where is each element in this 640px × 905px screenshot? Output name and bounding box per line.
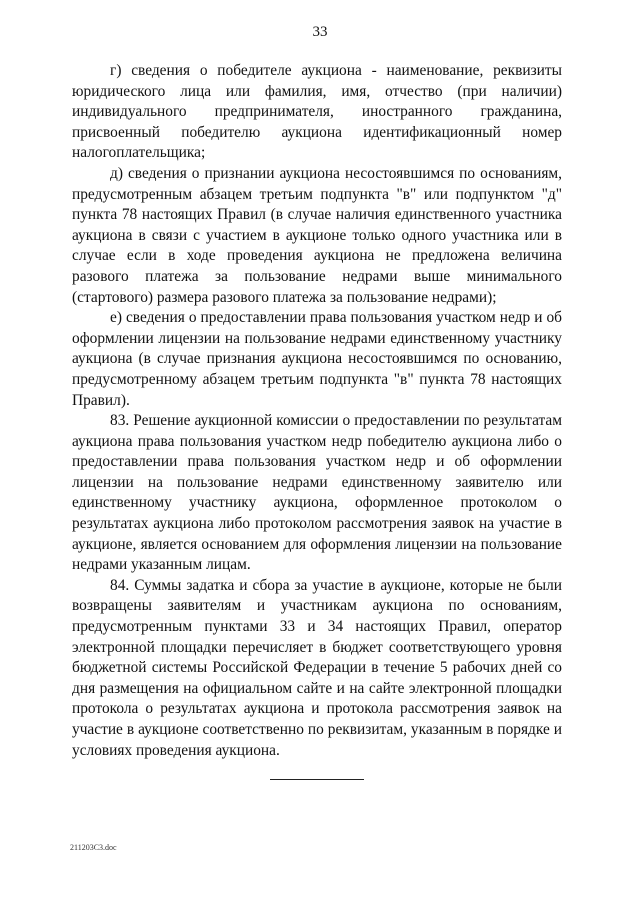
- paragraph-item-g: г) сведения о победителе аукциона - наименование, реквизиты юридического лица или фамилия, имя, отчество (при наличии) индивидуального предпринимателя, иностранного гражданина, присвоенный победителю аукциона идентификационный номер налогоплательщика;: [72, 62, 562, 162]
- footer-file-code: 211203C3.doc: [70, 843, 117, 852]
- paragraph-item-d: д) сведения о признании аукциона несостоявшимся по основаниям, предусмотренным абзацем третьим подпункта "в" или подпунктом "д" пункта 78 настоящих Правил (в случае наличия единственного участника аукциона в связи с участием в аукционе только одного участника или в случае если в ходе проведения аукциона не предложена величина разового платежа за пользование недрами выше минимального (стартового) размера разового платежа за пользование недрами);: [72, 164, 562, 306]
- document-body: [72, 61, 562, 761]
- end-divider: [270, 779, 364, 780]
- page-number: 33: [312, 24, 328, 40]
- paragraph-item-e: е) сведения о предоставлении права пользования участком недр и об оформлении лицензии на пользование недрами единственному участнику аукциона (в случае признания аукциона несостоявшимся по основанию, предусмотренному абзацем третьим подпункта "в" пункта 78 настоящих Правил).: [72, 309, 562, 409]
- paragraph-clause-83: 83. Решение аукционной комиссии о предоставлении по результатам аукциона права пользования участком недр победителю аукциона либо о предоставлении права пользования участком недр и об оформлении лицензии на пользование недрами единственному заявителю или единственному участнику аукциона, оформленное протоколом о результатах аукциона либо протоколом рассмотрения заявок на участие в аукционе, является основанием для оформления лицензии на пользование недрами указанным лицам.: [72, 412, 562, 574]
- paragraph-clause-84: 84. Суммы задатка и сбора за участие в аукционе, которые не были возвращены заявителям и участникам аукциона по основаниям, предусмотренным пунктами 33 и 34 настоящих Правил, оператор электронной площадки перечисляет в бюджет соответствующего уровня бюджетной системы Российской Федерации в течение 5 рабочих дней со дня размещения на официальном сайте и на сайте электронной площадки протокола о результатах аукциона и протокола рассмотрения заявок на участие в аукционе соответственно по реквизитам, указанным в порядке и условиях проведения аукциона.: [72, 576, 562, 759]
